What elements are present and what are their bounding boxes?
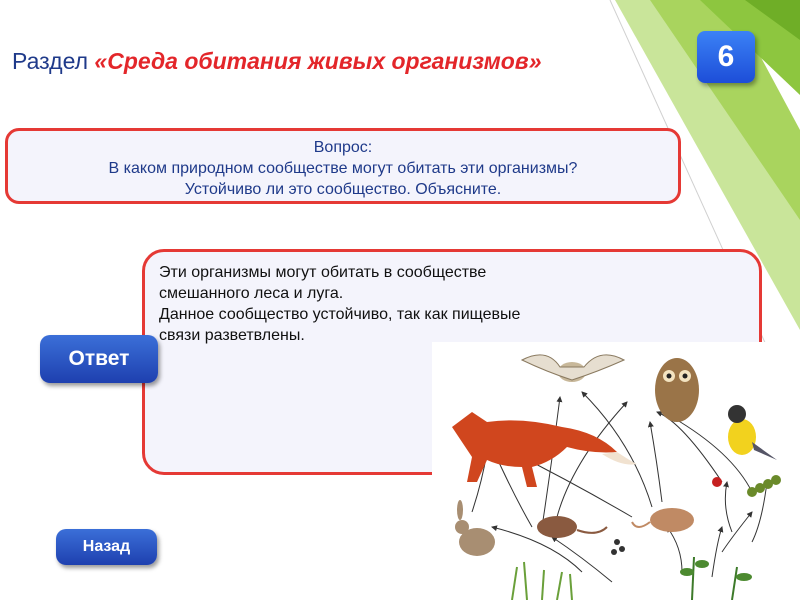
question-box [5, 128, 681, 204]
flying-owl-icon [522, 355, 624, 382]
answer-button[interactable]: Ответ [40, 335, 158, 383]
page-title [12, 48, 541, 75]
question-line: В каком природном сообществе могут обитать эти организмы? [108, 160, 578, 177]
question-number-badge: 6 [697, 31, 755, 83]
grass-icon [512, 562, 572, 600]
title-lead: Раздел [12, 48, 95, 74]
food-web-illustration [432, 342, 800, 600]
mouse-icon [632, 508, 694, 532]
title-accent: «Среда обитания живых организмов» [94, 48, 542, 74]
caterpillar-icon [747, 475, 781, 497]
answer-line: смешанного леса и луга. [159, 285, 344, 302]
owl-icon [655, 358, 699, 422]
tit-bird-icon [728, 405, 777, 460]
answer-line: Эти организмы могут обитать в сообществе [159, 264, 487, 281]
question-label: Вопрос: [313, 139, 373, 156]
vole-icon [537, 516, 607, 538]
back-button[interactable]: Назад [56, 529, 157, 565]
answer-line: Данное сообщество устойчиво, так как пищевые [159, 306, 521, 323]
answer-line: связи разветвлены. [159, 327, 305, 344]
ladybug-icon [712, 477, 722, 487]
question-line: Устойчиво ли это сообщество. Объясните. [184, 181, 502, 198]
hare-icon [455, 500, 495, 556]
